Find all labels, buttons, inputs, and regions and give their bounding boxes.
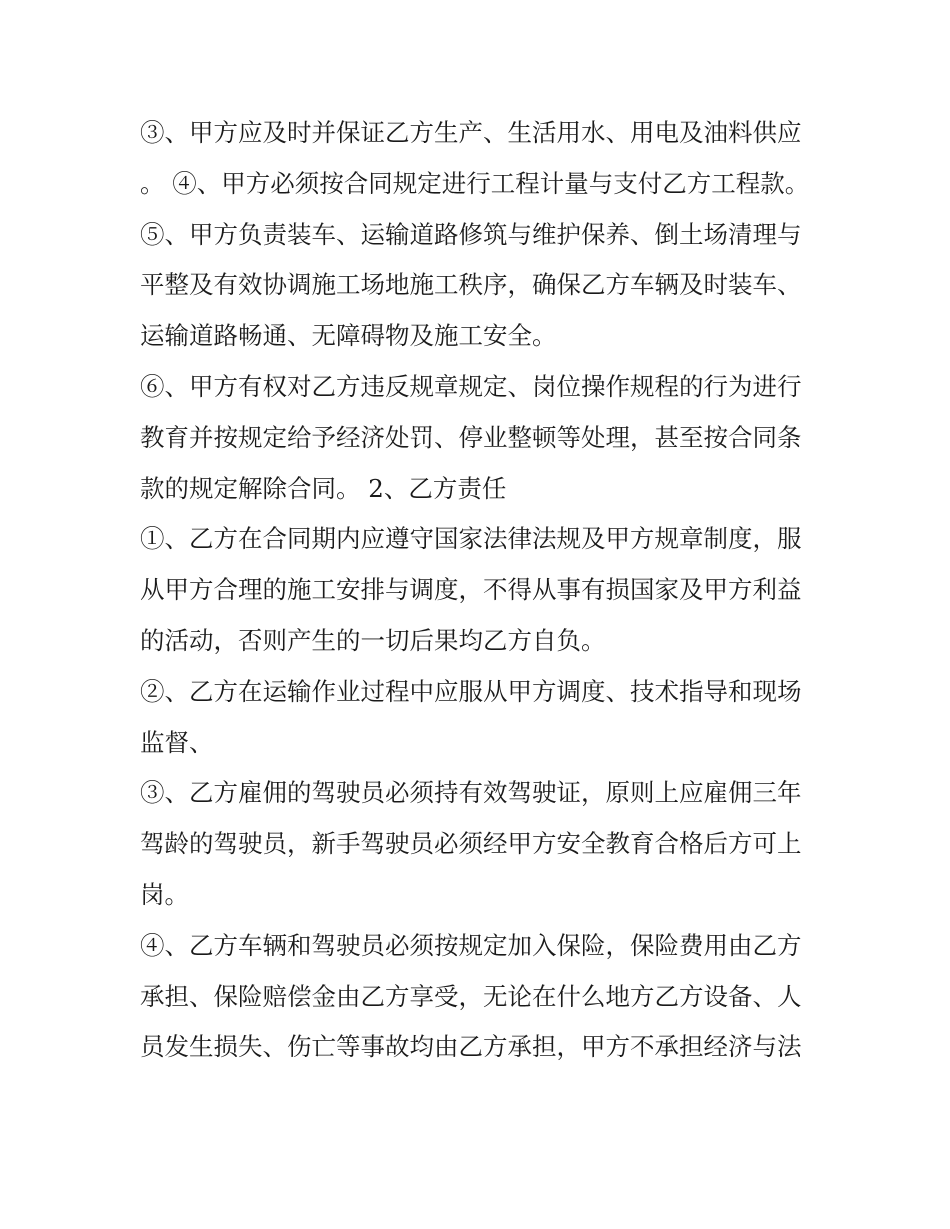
paragraph-6: ③、乙方雇佣的驾驶员必须持有效驾驶证，原则上应雇佣三年驾龄的驾驶员，新手驾驶员必须经甲方安全教育合格后方可上岗。 (140, 778, 802, 909)
paragraph-2: ⑤、甲方负责装车、运输道路修筑与维护保养、倒土场清理与平整及有效协调施工场地施工秩序，确保乙方车辆及时装车、运输道路畅通、无障碍物及施工安全。 (140, 219, 802, 351)
paragraph-5: ②、乙方在运输作业过程中应服从甲方调度、技术指导和现场监督、 (140, 676, 802, 757)
paragraph-3: ⑥、甲方有权对乙方违反规章规定、岗位操作规程的行为进行教育并按规定给予经济处罚、停业整顿等处理，甚至按合同条款的规定解除合同。 2、乙方责任 (140, 371, 802, 503)
paragraph-1: ③、甲方应及时并保证乙方生产、生活用水、用电及油料供应。 ④、甲方必须按合同规定进行工程计量与支付乙方工程款。 (140, 118, 810, 198)
document-body (140, 108, 820, 1073)
paragraph-4: ①、乙方在合同期内应遵守国家法律法规及甲方规章制度，服从甲方合理的施工安排与调度，不得从事有损国家及甲方利益的活动，否则产生的一切后果均乙方自负。 (140, 524, 802, 655)
paragraph-7: ④、乙方车辆和驾驶员必须按规定加入保险，保险费用由乙方承担、保险赔偿金由乙方享受，无论在什么地方乙方设备、人员发生损失、伤亡等事故均由乙方承担，甲方不承担经济与法 (140, 930, 802, 1062)
